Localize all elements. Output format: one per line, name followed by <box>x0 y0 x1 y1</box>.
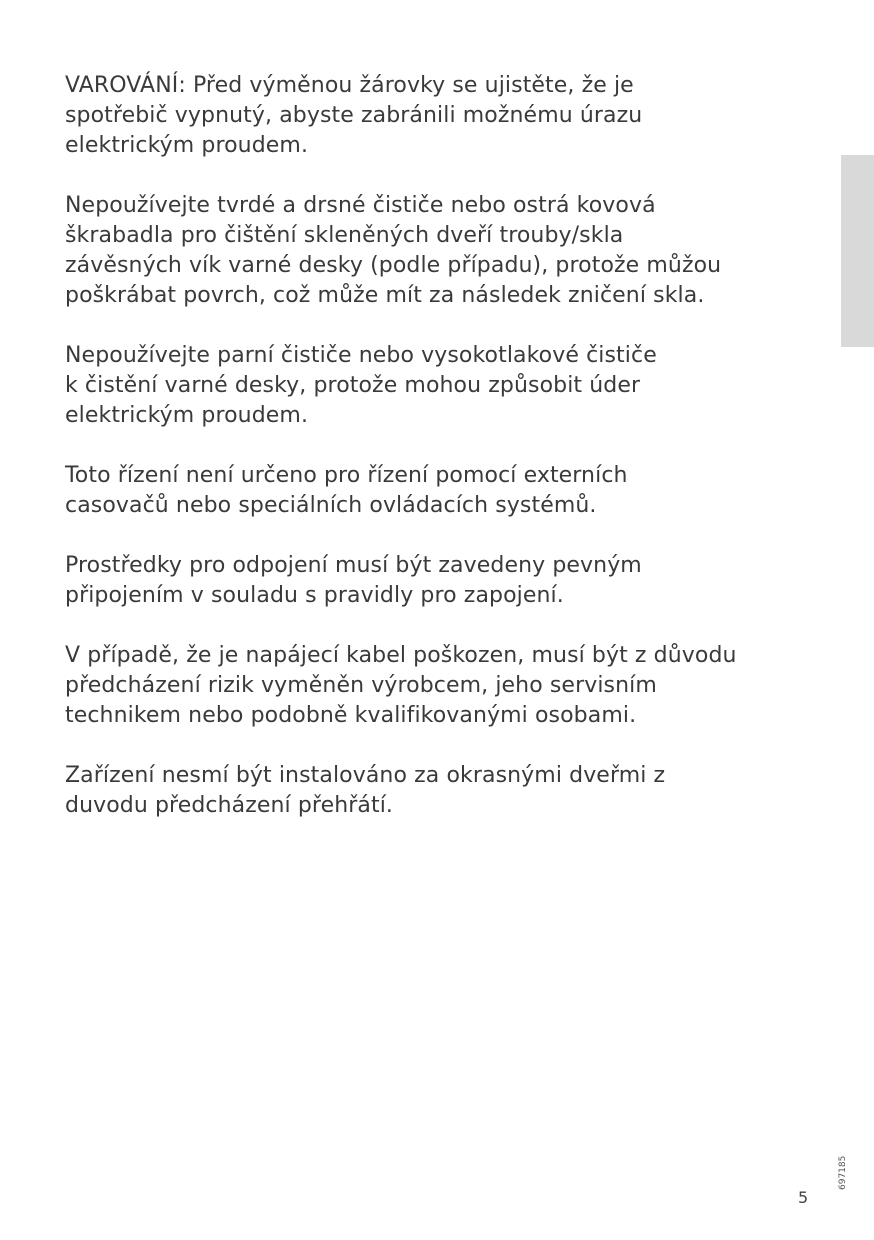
document-code: 697185 <box>838 1155 848 1190</box>
paragraph-cleaning-glass: Nepoužívejte tvrdé a drsné čističe nebo ostrá kovová škrabadla pro čištění skleněných dveří trouby/skla závěsných vík varné desky (podle případu), protože můžou poškrábat povrch, což může mít za následek zničení skla. <box>65 193 722 308</box>
paragraph-power-cable: V případě, že je napájecí kabel poškozen, musí být z důvodu předcházení rizik vyměněn výrobcem, jeho servisním technikem nebo podobně kvalifikovanými osobami. <box>65 643 737 728</box>
paragraph-external-timers: Toto řízení není určeno pro řízení pomocí externích casovačů nebo speciálních ovládacích systémů. <box>65 463 628 518</box>
paragraph-disconnection: Prostředky pro odpojení musí být zavedeny pevným připojením v souladu s pravidly pro zapojení. <box>65 553 642 608</box>
paragraph-steam-cleaners: Nepoužívejte parní čističe nebo vysokotlakové čističe k čistění varné desky, protože mohou způsobit úder elektrickým proudem. <box>65 343 657 428</box>
paragraph-decorative-door: Zařízení nesmí být instalováno za okrasnými dveřmi z duvodu předcházení přehřátí. <box>65 763 666 818</box>
page-number: 5 <box>798 1188 809 1207</box>
page-body <box>65 71 855 851</box>
paragraph-warning-bulb: VAROVÁNÍ: Před výměnou žárovky se ujistěte, že je spotřebič vypnutý, abyste zabránili možnému úrazu elektrickým proudem. <box>65 73 643 158</box>
